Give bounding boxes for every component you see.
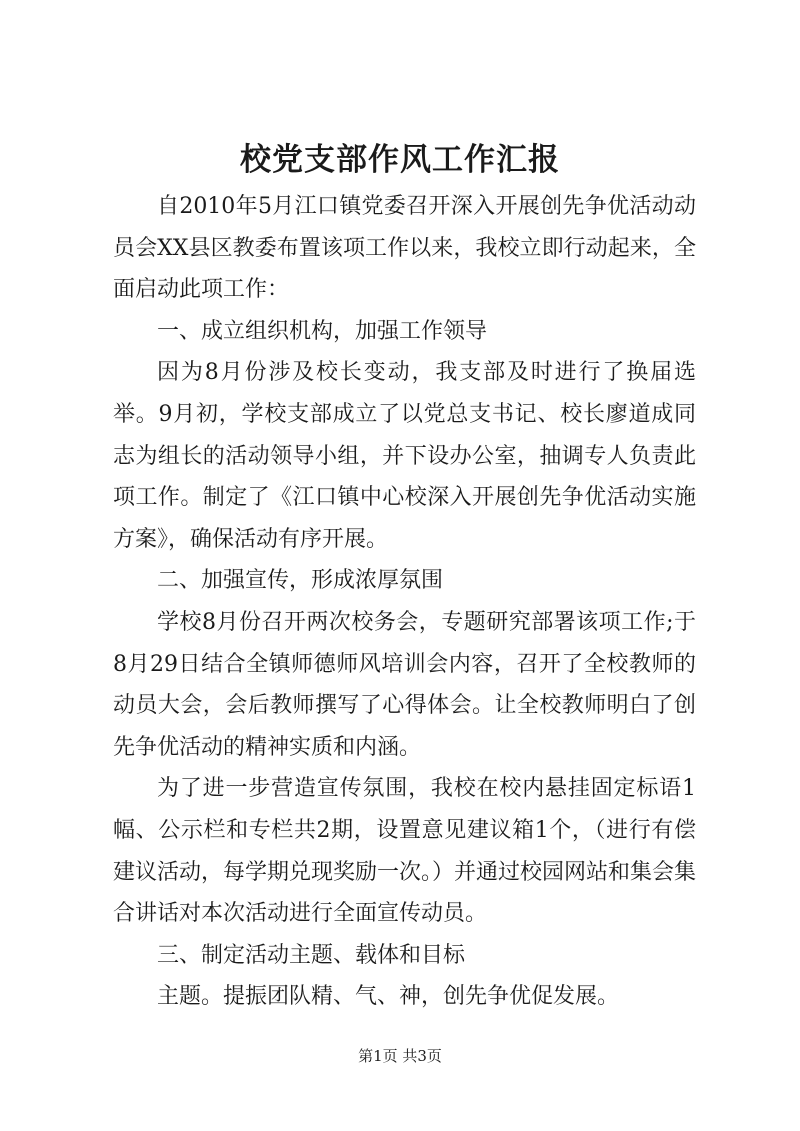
paragraph-meetings: 学校8月份召开两次校务会，专题研究部署该项工作;于8月29日结合全镇师德师风培训会内容，召开了全校教师的动员大会，会后教师撰写了心得体会。让全校教师明白了创先争优活动的精神实质和内涵。 [113, 609, 696, 760]
section-heading-3: 三、制定活动主题、载体和目标 [157, 942, 466, 968]
paragraph-organization: 因为8月份涉及校长变动，我支部及时进行了换届选举。9月初，学校支部成立了以党总支书记、校长廖道成同志为组长的活动领导小组，并下设办公室，抽调专人负责此项工作。制定了《江口镇中心校深入开展创先争优活动实施方案》，确保活动有序开展。 [113, 360, 696, 552]
document-title: 校党支部作风工作汇报 [240, 142, 560, 178]
document-body [113, 186, 696, 1018]
section-heading-1: 一、成立组织机构，加强工作领导 [157, 318, 488, 344]
page-number-footer: 第1页 共3页 [358, 1047, 442, 1065]
paragraph-intro: 自2010年5月江口镇党委召开深入开展创先争优活动动员会XX县区教委布置该项工作以来，我校立即行动起来，全面启动此项工作： [113, 194, 696, 303]
paragraph-publicity: 为了进一步营造宣传氛围，我校在校内悬挂固定标语1幅、公示栏和专栏共2期，设置意见建议箱1个，（进行有偿建议活动，每学期兑现奖励一次。）并通过校园网站和集会集合讲话对本次活动进行全面宣传动员。 [113, 776, 697, 927]
section-heading-2: 二、加强宣传，形成浓厚氛围 [157, 568, 444, 594]
paragraph-theme: 主题。提振团队精、气、神，创先争优促发展。 [157, 984, 620, 1010]
